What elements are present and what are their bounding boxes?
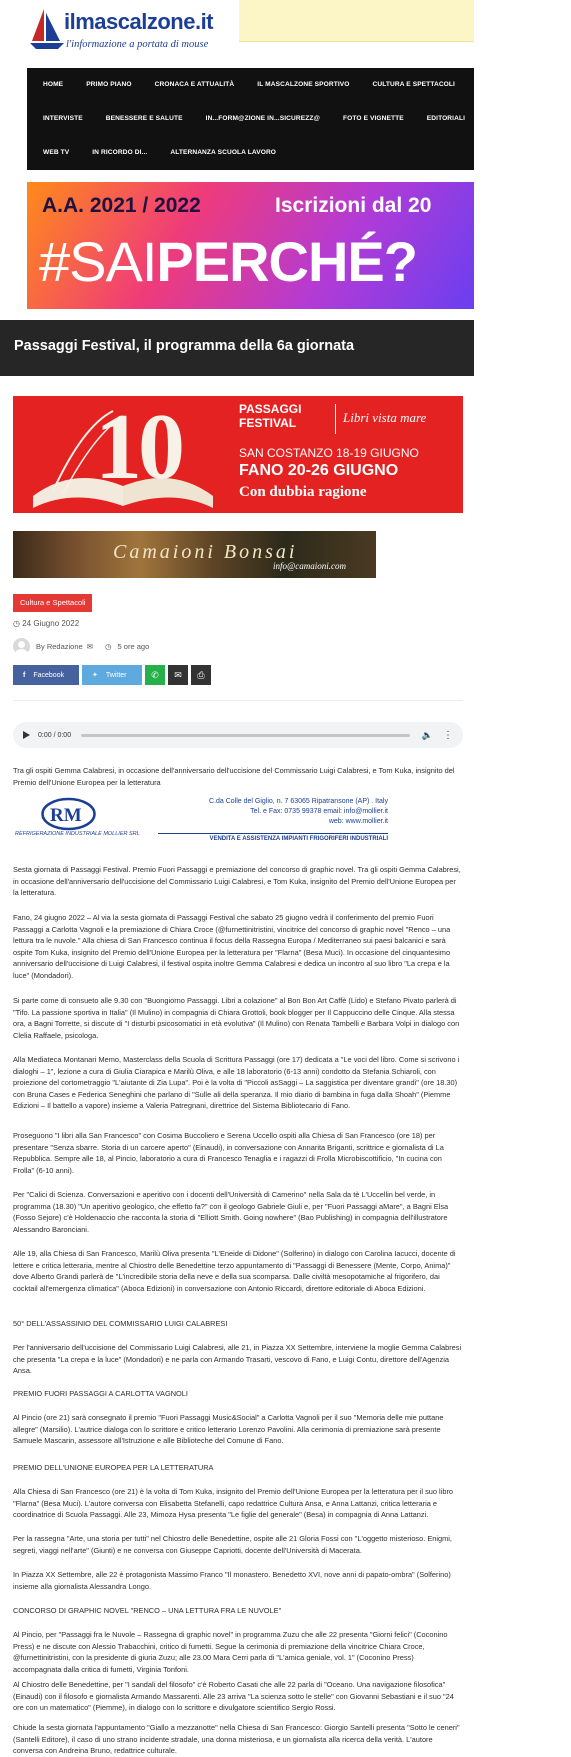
audio-player [13,722,463,748]
mollier-web: web: www.mollier.it [328,818,388,825]
article-paragraph: Per la rassegna "Arte, una storia per tutti" nel Chiostro delle Benedettine, ospite alle 21 Gloria Fossi con "L'oggetto misterioso. Enigmi, segreti, viaggi nell'arte" (Giunti) e ne conversa con Giuseppe Capriotti, docente dell'Università di Macerata. [13,1534,452,1555]
nav-item-sportivo[interactable]: IL MASCALZONE SPORTIVO [257,81,350,88]
festival-ad-tagline: Libri vista mare [343,410,427,425]
main-navigation [27,68,564,170]
share-twitter-button[interactable] [82,665,142,685]
section-heading: CONCORSO DI GRAPHIC NOVEL "RENCO – UNA LETTURA FRA LE NUVOLE" [13,1606,282,1615]
audio-time: 0:00 / 0:00 [38,731,72,739]
festival-ad-label-2: FESTIVAL [239,416,297,430]
logo-brand: ilmascalzone.it [64,9,214,34]
festival-ad-number: 10 [95,395,181,499]
print-icon: ⎙ [197,669,205,680]
play-icon[interactable] [23,731,30,739]
festival-ad-label [239,402,301,430]
author-row [13,637,149,655]
section-heading: 50° DELL'ASSASSINIO DEL COMMISSARIO LUIGI CALABRESI [13,1319,228,1328]
nav-item-alternanza[interactable]: ALTERNANZA SCUOLA LAVORO [170,149,277,156]
mollier-rule [158,833,388,834]
mail-icon[interactable]: ✉ [86,641,93,651]
share-whatsapp-button[interactable] [145,665,165,685]
share-bar [13,665,211,685]
bonsai-ad[interactable] [13,531,376,578]
nav-item-benessere[interactable]: BENESSERE E SALUTE [105,115,183,122]
author-name[interactable]: By Redazione [36,641,83,651]
festival-ad-label-1: PASSAGGI [239,402,302,416]
twitter-icon: ✦ [92,672,98,679]
mollier-caption: REFRIGERAZIONE INDUSTRIALE MOLLIER SRL [15,831,140,837]
site-header [0,0,474,62]
article-date-text: 24 Giugno 2022 [22,619,80,628]
facebook-icon: f [23,671,26,679]
banner-hashtag-b: PERCHÉ? [156,230,417,293]
nav-item-v[interactable]: V [549,115,554,122]
banner-hashtag [39,229,417,294]
svg-text:RM: RM [50,805,82,826]
section-heading: PREMIO FUORI PASSAGGI A CARLOTTA VAGNOLI [13,1389,188,1398]
page-title: Passaggi Festival, il programma della 6a giornata [14,338,355,354]
article-paragraph: Alla Chiesa di San Francesco (ore 21) è la volta di Tom Kuka, insignito del Premio dell'Unione Europea per la letteratura per il suo libro "Flarna" (Besa Muci). L'autore conversa con Elisabetta Stefanelli, capo redattrice Cultura Ansa, e Anna Lattanzi, critica letteraria e coordinatrice di Scuola Passaggi. Alle 23, Mimoza Hysa presenta "Le figlie del generale" (Besa) in compagnia di Anna Lattanzi. [13,1487,454,1520]
mollier-footer: VENDITA E ASSISTENZA IMPIANTI FRIGORIFERI INDUSTRIALI [209,836,388,842]
article-paragraph: Chiude la sesta giornata l'appuntamento "Giallo a mezzanotte" nella Chiesa di San Francesco: Giorgio Santelli presenta "Sotto le ceneri" (Santelli Editore), il caso di uno strano incidente stradale, una donna misteriosa, e un giornalista alla ricerca della verità. L'autore conversa con Andreina Bruno, redattrice culturale. [13,1723,460,1756]
share-email-button[interactable] [168,665,188,685]
article-paragraph: In Piazza XX Settembre, alle 22 è protagonista Massimo Franco "Il monastero. Benedetto XVI, nove anni di papato-ombra" (Solferino) insieme alla giornalista Alessandra Longo. [13,1570,451,1591]
whatsapp-icon: ✆ [151,669,159,680]
volume-icon[interactable]: 🔈 [421,729,433,740]
article-ago: 5 ore ago [117,641,150,651]
nav-item-in-ricordo[interactable]: IN RICORDO DI... [92,149,148,156]
nav-item-webtv[interactable]: WEB TV [43,149,70,156]
bonsai-ad-name: Camaioni Bonsai [113,541,298,563]
divider [13,700,463,701]
festival-ad-separator [335,404,336,434]
sailboat-icon [30,7,64,51]
nav-item-sicurezza[interactable]: IN...FORM@ZIONE IN...SICUREZZ@ [205,115,321,122]
banner-enroll: Iscrizioni dal 20 [275,194,432,217]
nav-item-foto[interactable]: FOTO E VIGNETTE [343,115,404,122]
share-twitter-label: Twitter [105,671,127,679]
author-avatar[interactable] [13,638,30,655]
festival-ad[interactable] [13,396,463,513]
banner-year: A.A. 2021 / 2022 [42,194,201,217]
article-paragraph: Alla Mediateca Montanari Memo, Masterclass della Scuola di Scrittura Passaggi (ore 17) dedicata a "Le voci del libro. Come si scrivono i dialoghi – 1", lezione a cura di Giulia Ciarapica e Marilù Oliva, e alle 18 laboratorio (6-13 anni) condotto da Stefania Schiaroli, con proiezione del cortometraggio "L'aiutante di Zia Lupa". Poi è la volta di "Piccoli asSaggi – La saggistica per diventare grandi" (ore 18.30) con Bruna Cases e Federica Seneghini che parlano di "Sulle ali della speranza. Il mio diario di bambina in fuga dalla Shoah" (Piemme Edizioni – Il battello a vapore) insieme a Valeria Patregnani, direttrice del Sistema Bibliotecario di Fano. [13,1055,460,1111]
nav-item-cronaca[interactable]: CRONACA E ATTUALITÀ [154,81,235,88]
section-heading: PREMIO DELL'UNIONE EUROPEA PER LA LETTERATURA [13,1463,214,1472]
festival-ad-date-1: SAN COSTANZO 18-19 GIUGNO [239,446,419,460]
festival-ad-date-2: FANO 20-26 GIUGNO [239,462,399,479]
article-paragraph: Fano, 24 giugno 2022 – Al via la sesta giornata di Passaggi Festival che sabato 25 giugno vedrà il conferimento del premio Fuori Passaggi a Carlotta Vagnoli e la premiazione di Chiara Croce (@furnettinitristini, vincitrice del concorso di graphic novel "Renco – una lettura tra le nuvole." Alla chiesa di San Francesco continua il focus della Rassegna Europa / Mediterraneo sui paesi balcanici e sarà ospite Tom Kuka, insignito del Premio dell'Unione Europea per la letteratura per "Flarna" (Besa Muci). In occasione del cinquantesimo anniversario dell'uccisione di Luigi Calabresi, il festival ospita inoltre Gemma Calabresi e dedica un incontro al suo libro "La crepa e la luce" (Mondadori). [13,913,451,980]
article-intro: Tra gli ospiti Gemma Calabresi, in occasione dell'anniversario dell'uccisione del Commissario Luigi Calabresi, e Tom Kuka, insignito del Premio dell'Unione Europea per la letteratura [13,766,455,787]
article-paragraph: Alle 19, alla Chiesa di San Francesco, Marilù Oliva presenta "L'Eneide di Didone" (Solferino) in dialogo con Carolina Iacucci, docente di lettere e critica letteraria, mentre al Chiostro delle Benedettine terzo appuntamento di "Passaggi di Benessere (Mente, Corpo, Anima)" dove Alberto Grandi parlerà de "L'incredibile storia della neve e della sua scomparsa. Dalle civiltà mesopotamiche al frigorifero, dai cocktail all'emergenza climatica" (Aboca Edizioni) in conversazione con Antonio Riccardi, direttore editoriale di Aboca Edizioni. [13,1249,456,1293]
clock-icon: ◷ [105,641,112,651]
article-paragraph: Per "Calici di Scienza. Conversazioni e aperitivo con i docenti dell'Università di Camerino" nella Sala da tè L'Uccellin bel verde, in programma (18.30) "Un aperitivo geologico, che effetto fa?" con il geologo Gabriele Giuli e, per "Fuori Passaggi aMare", a Bagni Elsa (Fosso Sejore) c'è Holdenaccio che racconta la storia di "Elliott Smith. Going nowhere" (Bao Publishing) in compagnia dell'illustratore Alessandro Baronciani. [13,1190,449,1234]
nav-item-editoriali[interactable]: EDITORIALI [426,115,466,122]
bonsai-ad-email: info@camaioni.com [273,561,347,571]
category-badge[interactable]: Cultura e Spettacoli [13,594,92,612]
mollier-ad[interactable] [13,795,463,845]
mail-icon: ✉ [174,669,182,680]
article-paragraph: Al Chiostro delle Benedettine, per "I sandali del filosofo" c'è Roberto Casati che alle 22 parla di "Oceano. Una navigazione filosofica" (Einaudi) con il filosofo e giornalista Armando Massarenti. Alle 23 arriva "La scienza sotto le stelle" con Giovanni Sebastiani e il suo "24 ore con un matematico" (Piemme), in dialogo con lo scrittore e divulgatore scientifico Sergio Rossi. [13,1680,454,1713]
article-paragraph: Al Pincio (ore 21) sarà consegnato il premio "Fuori Passaggi Music&Social" a Carlotta Vagnoli per il suo "Memoria delle mie puttane allegre" (Marsilio). L'autrice dialoga con lo scrittore e critico letterario Lorenzo Pavolini. Alla cerimonia di premiazione sarà presente Samuele Mascarin, assessore all'Istruzione e alle Biblioteche del Comune di Fano. [13,1413,444,1446]
audio-progress[interactable] [81,734,410,737]
title-bar [0,320,474,376]
article-paragraph: Per l'anniversario dell'uccisione del Commissario Luigi Calabresi, alle 21, in Piazza XX Settembre, interviene la moglie Gemma Calabresi che presenta "La crepa e la luce" (Mondadori) e ne parla con Armando Trasarti, vescovo di Fano, e Luigi Contu, direttore dell'Agenzia Ansa. [13,1343,462,1376]
festival-ad-logo [13,396,228,513]
nav-item-vetrina[interactable]: IN VETRINA [488,115,527,122]
share-facebook-label: Facebook [33,671,65,679]
nav-item-home[interactable]: HOME [43,81,64,88]
more-options-icon[interactable]: ⋮ [443,729,453,741]
mollier-phone: Tel. e Fax: 0735 99378 email: info@mollier.it [250,808,388,815]
nav-item-show[interactable]: SHOW [543,81,564,88]
header-ad-slot[interactable] [239,0,474,42]
nav-row-1 [27,68,571,102]
article-date [13,619,79,628]
logo-tagline: l'informazione a portata di mouse [66,39,209,50]
festival-ad-motto: Con dubbia ragione [239,484,367,500]
nav-item-primo-piano[interactable]: PRIMO PIANO [86,81,132,88]
article-paragraph: Al Pincio, per "Passaggi fra le Nuvole – Rassegna di graphic novel" in programma Zuzu che alle 22 presenta "Giorni felici" (Coconino Press) e ne discute con Alessio Trabacchini, critico di fumetti. Segue la cerimonia di premiazione della vincitrice Chiara Croce, @furnettinitristini, con la presidente di giuria Zuzu; alle 23.00 Mara Cerri parla di "L'amica geniale, vol. 1" (Coconino Press) accompagnata dalla critica di fumetti, Virginia Tonfoni. [13,1630,448,1674]
share-facebook-button[interactable] [13,665,79,685]
nav-item-interviste[interactable]: INTERVISTE [43,115,83,122]
mollier-address: C.da Colle del Giglio, n. 7 63065 Ripatransone (AP) . Italy [209,798,388,805]
nav-item-cultura[interactable]: CULTURA E SPETTACOLI [372,81,455,88]
print-button[interactable] [191,665,211,685]
article-paragraph: Si parte come di consueto alle 9.30 con "Buongiorno Passaggi. Libri a colazione" al Bon Bon Art Caffè (Lido) e Stefano Pivato parlerà di "Tifo. La passione sportiva in Italia" (Il Mulino) in compagnia di Chiara Grottoli, book blogger per Il Cappuccino delle Cinque. Alla stessa ora, a Bagni Torrette, si discute di "I disturbi psicosomatici in età evolutiva" (Il Mulino) con Renata Tambelli e Barbara Volpi in dialogo con Clelia Raffaele, psicologa. [13,996,460,1040]
nav-item-recensioni[interactable]: RECENSIONI [477,81,521,88]
nav-row-3 [27,136,283,170]
mollier-contacts [158,797,388,827]
nav-row-2 [27,102,561,136]
article-paragraph: Sesta giornata di Passaggi Festival. Premio Fuori Passaggi e premiazione del concorso di graphic novel. Tra gli ospiti Gemma Calabresi, in occasione dell'anniversario dell'uccisione del Commissario Luigi Calabresi, e Tom Kuka, insignito del Premio dell'Unione Europea per la letteratura. [13,865,461,898]
promo-banner[interactable] [27,182,474,309]
rm-logo-icon [41,797,96,831]
banner-hashtag-a: #SAI [39,230,157,293]
clock-icon: ◷ [13,619,20,628]
site-logo[interactable] [30,3,214,59]
article-paragraph: Proseguono "I libri alla San Francesco" con Cosima Buccoliero e Serena Uccello ospiti alla Chiesa di San Francesco (ore 18) per presentare "Senza sbarre. Storia di un carcere aperto" (Einaudi), in conversazione con Annarita Briganti, scrittrice e giornalista di La Repubblica. Sempre alle 18, al Pincio, laboratorio a cura di Francesco Tenaglia e i ragazzi di Frolla Microbiscottificio, "In cucina con Frolla" (6-10 anni). [13,1131,444,1175]
